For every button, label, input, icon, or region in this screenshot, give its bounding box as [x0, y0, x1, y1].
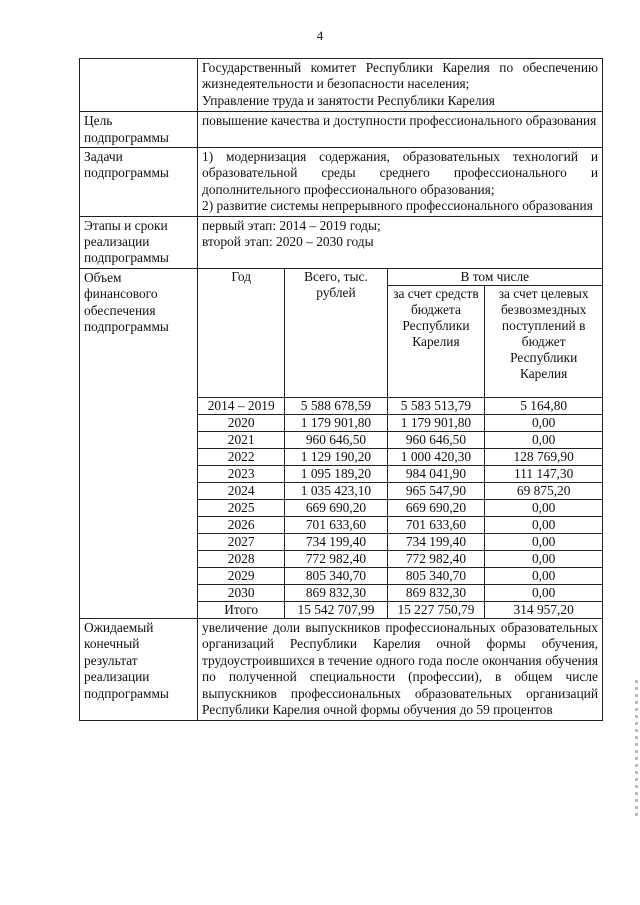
stage-item: первый этап: 2014 – 2019 годы; [202, 217, 381, 233]
finance-budget-cell: 1 000 420,30 [387, 448, 485, 465]
finance-budget-cell: 734 199,40 [387, 533, 485, 550]
finance-total-cell: 1 095 189,20 [285, 465, 387, 482]
finance-budget-cell: 960 646,50 [387, 431, 485, 448]
stages-value [198, 217, 602, 268]
finance-total-cell: 1 035 423,10 [285, 482, 387, 499]
finance-budget-cell: 984 041,90 [387, 465, 485, 482]
finance-budget-cell: 669 690,20 [387, 499, 485, 516]
finance-data-row [198, 584, 602, 601]
executor-line: Управление труда и занятости Республики Карелия [202, 92, 495, 108]
finance-grants-cell: 128 769,90 [485, 448, 602, 465]
finance-total-cell: 1 179 901,80 [285, 414, 387, 431]
finance-budget-cell: 805 340,70 [387, 567, 485, 584]
finance-year-cell: Итого [198, 601, 285, 618]
total-header: Всего, тыс. рублей [285, 269, 387, 398]
finance-data-row [198, 550, 602, 567]
finance-data-row [198, 601, 602, 618]
finance-budget-cell: 772 982,40 [387, 550, 485, 567]
finance-table-wrap [198, 269, 602, 618]
finance-data-row [198, 499, 602, 516]
finance-year-cell: 2020 [198, 414, 285, 431]
finance-budget-cell: 869 832,30 [387, 584, 485, 601]
finance-grants-cell: 314 957,20 [485, 601, 602, 618]
grants-header: за счет целевых безвозмездных поступлений в бюджет Республики Карелия [485, 285, 602, 397]
margin-stamp [635, 680, 638, 820]
finance-grants-cell: 0,00 [485, 533, 602, 550]
goal-row [80, 111, 602, 147]
task-item: 1) модернизация содержания, образовательных технологий и образовательной среды среднего профессионального и дополнительного профессионального образования; [202, 149, 598, 197]
finance-total-cell: 869 832,30 [285, 584, 387, 601]
finance-budget-cell: 15 227 750,79 [387, 601, 485, 618]
finance-data-row [198, 516, 602, 533]
task-item: 2) развитие системы непрерывного профессионального образования [202, 198, 593, 214]
executor-row [80, 59, 602, 111]
finance-data-row [198, 397, 602, 414]
finance-budget-cell: 1 179 901,80 [387, 414, 485, 431]
goal-label: Цель подпрограммы [80, 112, 198, 147]
finance-year-cell: 2024 [198, 482, 285, 499]
finance-total-cell: 1 129 190,20 [285, 448, 387, 465]
finance-row [80, 268, 602, 618]
finance-total-cell: 805 340,70 [285, 567, 387, 584]
finance-year-cell: 2028 [198, 550, 285, 567]
finance-grants-cell: 0,00 [485, 499, 602, 516]
finance-label: Объем финансового обеспечения подпрограммы [80, 269, 198, 618]
finance-grants-cell: 5 164,80 [485, 397, 602, 414]
finance-year-cell: 2023 [198, 465, 285, 482]
finance-total-cell: 15 542 707,99 [285, 601, 387, 618]
finance-grants-cell: 69 875,20 [485, 482, 602, 499]
finance-grants-cell: 0,00 [485, 567, 602, 584]
page-number: 4 [316, 28, 324, 43]
result-value: увеличение доли выпускников профессиональных образовательных организаций Республики Карелия очной формы обучения, трудоустроившихся в течение одного года после окончания обучения по полученной специальности (профессии), в общем числе выпускников профессиональных образовательных организаций Республики Карелия очной формы обучения до 59 процентов [202, 619, 598, 717]
finance-grants-cell: 0,00 [485, 584, 602, 601]
finance-table [198, 269, 602, 618]
finance-year-cell: 2027 [198, 533, 285, 550]
finance-year-cell: 2026 [198, 516, 285, 533]
finance-budget-cell: 965 547,90 [387, 482, 485, 499]
finance-data-row [198, 414, 602, 431]
finance-grants-cell: 0,00 [485, 431, 602, 448]
finance-year-cell: 2029 [198, 567, 285, 584]
budget-header: за счет средств бюджета Республики Карелия [387, 285, 485, 397]
finance-total-cell: 5 588 678,59 [285, 397, 387, 414]
finance-budget-cell: 701 633,60 [387, 516, 485, 533]
stage-item: второй этап: 2020 – 2030 годы [202, 234, 374, 250]
finance-data-row [198, 482, 602, 499]
executor-label [80, 59, 198, 111]
tasks-label: Задачи подпрограммы [80, 148, 198, 216]
finance-total-cell: 669 690,20 [285, 499, 387, 516]
finance-grants-cell: 0,00 [485, 550, 602, 567]
stages-label: Этапы и сроки реализации подпрограммы [80, 217, 198, 268]
finance-total-cell: 772 982,40 [285, 550, 387, 567]
finance-year-cell: 2014 – 2019 [198, 397, 285, 414]
finance-data-row [198, 567, 602, 584]
result-label: Ожидаемый конечный результат реализации подпрограммы [80, 619, 198, 720]
finance-grants-cell: 0,00 [485, 516, 602, 533]
finance-data-row [198, 431, 602, 448]
finance-budget-cell: 5 583 513,79 [387, 397, 485, 414]
finance-year-cell: 2021 [198, 431, 285, 448]
year-header: Год [198, 269, 285, 398]
stages-row [80, 216, 602, 268]
finance-grants-cell: 0,00 [485, 414, 602, 431]
goal-value: повышение качества и доступности профессионального образования [202, 113, 597, 129]
subprogram-passport-table [79, 58, 603, 721]
finance-year-cell: 2022 [198, 448, 285, 465]
finance-total-cell: 734 199,40 [285, 533, 387, 550]
finance-data-row [198, 448, 602, 465]
executor-line: Государственный комитет Республики Карелия по обеспечению жизнедеятельности и безопасности населения; [202, 60, 598, 92]
result-row [80, 618, 602, 720]
tasks-row [80, 147, 602, 216]
finance-data-row [198, 465, 602, 482]
finance-total-cell: 701 633,60 [285, 516, 387, 533]
finance-grants-cell: 111 147,30 [485, 465, 602, 482]
finance-year-cell: 2030 [198, 584, 285, 601]
tasks-value [198, 148, 602, 216]
finance-data-row [198, 533, 602, 550]
finance-total-cell: 960 646,50 [285, 431, 387, 448]
finance-header-row [198, 269, 602, 286]
executor-value [198, 59, 602, 111]
including-header: В том числе [387, 269, 602, 286]
finance-year-cell: 2025 [198, 499, 285, 516]
